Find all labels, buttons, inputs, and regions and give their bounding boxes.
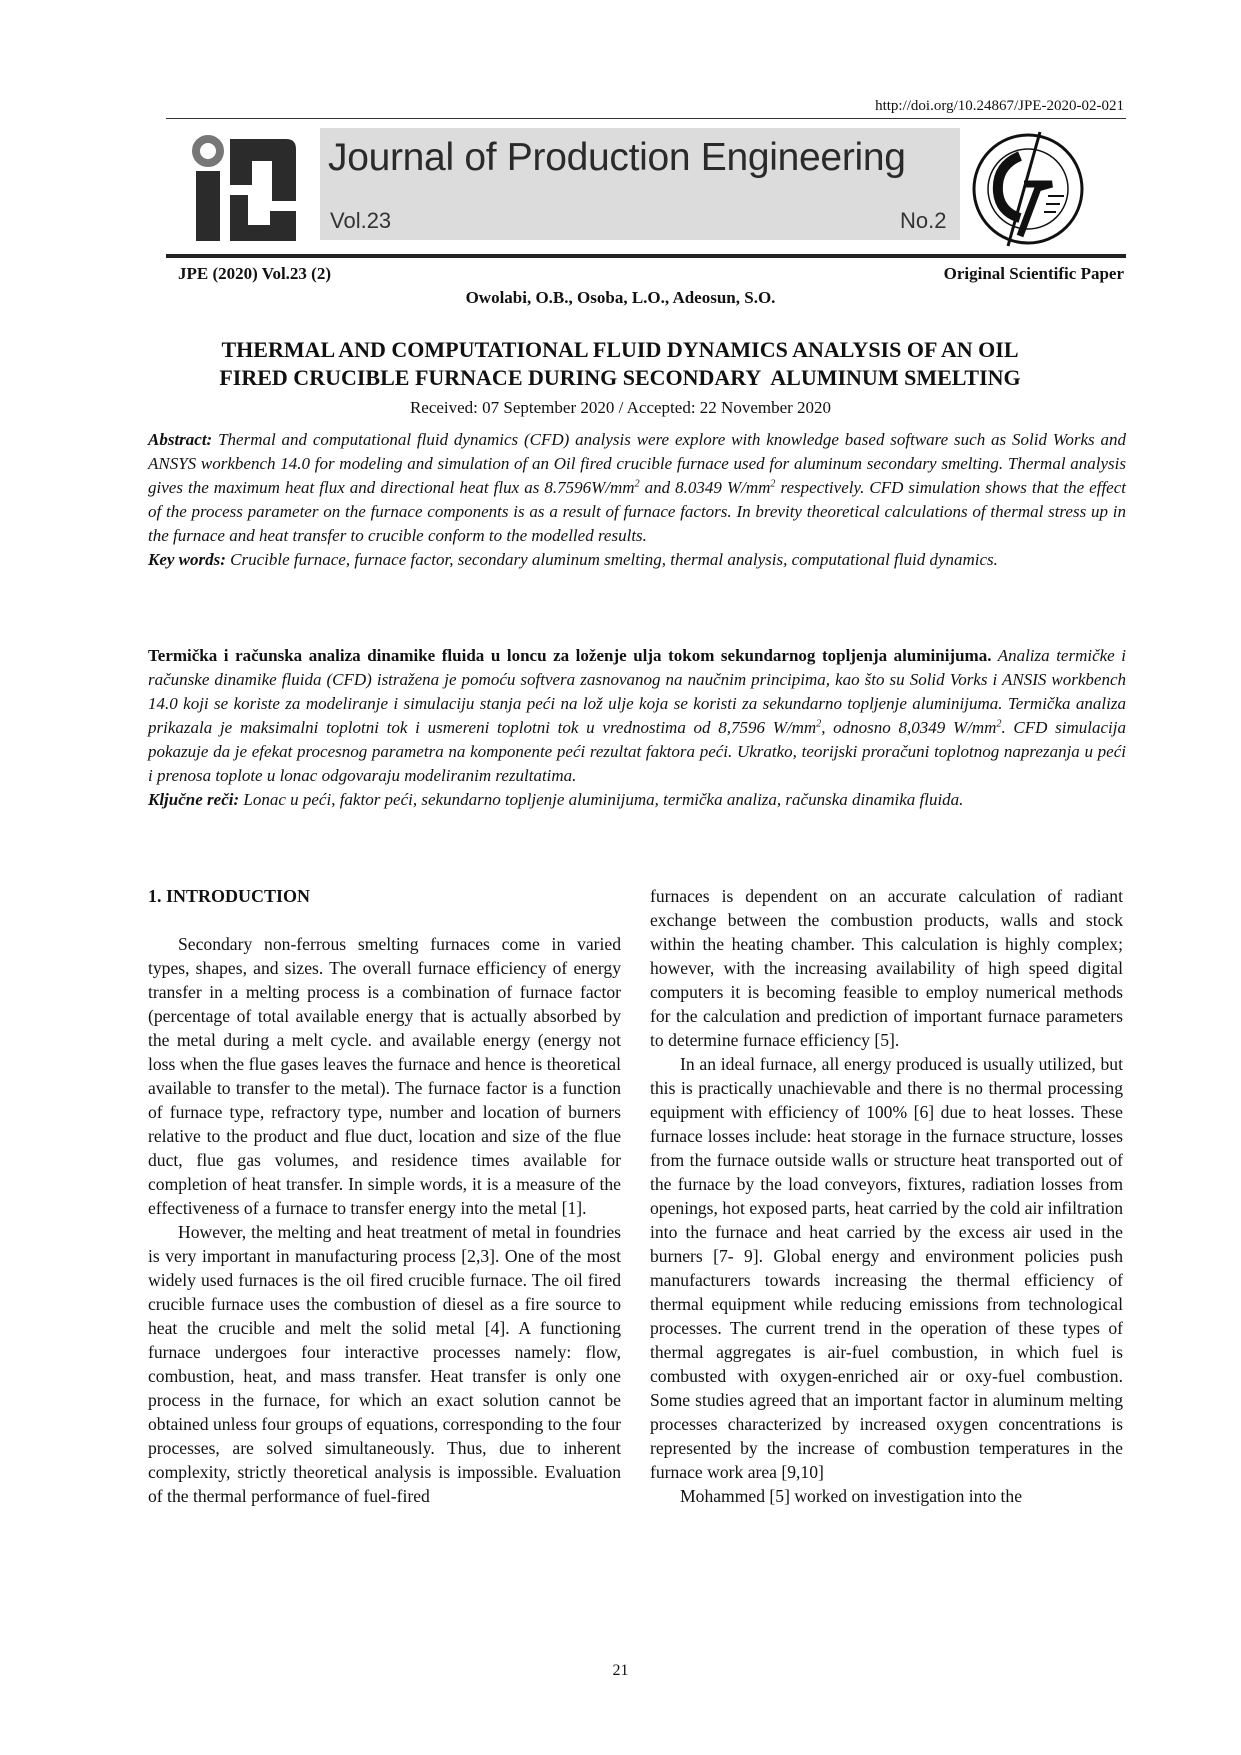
abstract [148, 428, 1126, 572]
jpe-logo-icon [190, 135, 300, 245]
paragraph: Mohammed [5] worked on investigation into the [680, 1486, 1023, 1506]
issue-label: No.2 [900, 208, 947, 233]
abstract-label: Abstract: [148, 430, 213, 449]
page-number: 21 [612, 1662, 629, 1679]
body-column-left [148, 884, 621, 1508]
received-accepted-dates: Received: 07 September 2020 / Accepted: 22 November 2020 [409, 398, 832, 417]
header-rule-top [166, 118, 1126, 119]
body-column-right [650, 884, 1123, 1508]
header-rule-bottom [166, 254, 1126, 258]
paragraph: In an ideal furnace, all energy produced is usually utilized, but this is practically unachievable and there is no thermal processing equipment with efficiency of 100% [6] due to heat losses. These furnace losses include: heat storage in the furnace structure, losses from the furnace outside walls or structure heat transported out of the furnace by the load conveyors, fixtures, radiation losses from openings, hot exposed parts, heat carried by the cold air infiltration into the furnace and heat carried by the excess air used in the burners [7- 9]. Global energy and environment policies push manufacturers towards increasing the thermal efficiency of thermal equipment while reducing emissions from technological processes. The current trend in the operation of these types of thermal aggregates is air-fuel combustion, in which fuel is combusted with oxygen-enriched air or oxy-fuel combustion. Some studies agreed that an important factor in aluminum melting processes characterized by increased oxygen concentrations is represented by the increase of combustion temperatures in the furnace work area [9,10] [650, 1054, 1123, 1482]
section-heading: 1. INTRODUCTION [148, 886, 311, 906]
doi-link[interactable]: http://doi.org/10.24867/JPE-2020-02-021 [875, 98, 1124, 114]
abstract-text: respectively. CFD simulation shows that the effect of the process parameter on the furnace components is as a result of furnace factors. In brevity theoretical calculations of thermal stress up in the furnace and heat transfer to crucible conform to the modelled results. [148, 478, 1126, 545]
paper-type: Original Scientific Paper [943, 264, 1124, 283]
paragraph: However, the melting and heat treatment of metal in foundries is very important in manufacturing process [2,3]. One of the most widely used furnaces is the oil fired crucible furnace. The oil fired crucible furnace uses the combustion of diesel as a fire source to heat the crucible and melt the solid metal [4]. A functioning furnace undergoes four interactive processes namely: flow, combustion, heat, and mass transfer. Heat transfer is only one process in the furnace, for which an exact solution cannot be obtained unless four groups of equations, corresponding to the four processes, are solved simultaneously. Thus, due to inherent complexity, strictly theoretical analysis is impossible. Evaluation of the thermal performance of fuel-fired [148, 1222, 621, 1506]
faculty-seal-icon [968, 126, 1088, 252]
paragraph: furnaces is dependent on an accurate calculation of radiant exchange between the combustion products, walls and stock within the heating chamber. This calculation is highly complex; however, with the increasing availability of high speed digital computers it is becoming feasible to employ numerical methods for the calculation and prediction of important furnace parameters to determine furnace efficiency [5]. [650, 886, 1123, 1050]
abstract-text: Thermal and computational fluid dynamics (CFD) analysis were explore with knowledge based software such as Solid Works and ANSYS workbench 14.0 for modeling and simulation of an Oil fired crucible furnace used for aluminum secondary smelting. Thermal analysis gives the maximum heat flux and directional heat flux as 8.7596W/mm [148, 430, 1126, 497]
keywords: Crucible furnace, furnace factor, secondary aluminum smelting, thermal analysis, computational fluid dynamics. [225, 550, 998, 569]
serbian-keywords-label: Ključne reči: [148, 790, 240, 809]
serbian-abstract-text: , odnosno 8,0349 W/mm [821, 718, 997, 737]
serbian-abstract-text: . CFD simulacija pokazuje da je efekat procesnog parametra na komponente peći rezultat faktora peći. Ukratko, teorijski proračuni toplotnog naprezanja u peći i prenosa toplote u lonac odgovaraju modeliranim rezultatima. [148, 718, 1126, 785]
journal-title: Journal of Production Engineering [328, 136, 906, 179]
paragraph: Secondary non-ferrous smelting furnaces come in varied types, shapes, and sizes. The overall furnace efficiency of energy transfer in a melting process is a combination of furnace factor (percentage of total available energy that is actually absorbed by the metal during a melt cycle. and available energy (energy not loss when the flue gases leaves the furnace and hence is theoretical available to transfer to the metal). The furnace factor is a function of furnace type, refractory type, number and location of burners relative to the product and flue duct, location and size of the flue duct, flue gas volumes, and residence times available for completion of heat transfer. In simple words, it is a measure of the effectiveness of a furnace to transfer energy into the metal [1]. [148, 934, 621, 1218]
superscript: 2 [996, 718, 1002, 730]
superscript: 2 [634, 478, 640, 490]
serbian-abstract-text: Analiza termičke i računske dinamike fluida (CFD) istražena je pomoću softvera zasnovanog na naučnim principima, kao što su Solid Vorks i ANSIS workbench 14.0 koji se koriste za modeliranje i simulaciju stanja peći na lož ulje koja se koristi za sekundarno topljenje aluminijuma. Termička analiza prikazala je maksimalni toplotni tok i usmereni toplotni tok u vrednostima od 8,7596 W/mm [148, 646, 1126, 737]
title-line-2: FIRED CRUCIBLE FURNACE DURING SECONDARY ALUMINUM SMELTING [219, 365, 1021, 390]
serbian-abstract [148, 644, 1126, 812]
volume-label: Vol.23 [330, 208, 392, 233]
title-line-1: THERMAL AND COMPUTATIONAL FLUID DYNAMICS ANALYSIS OF AN OIL [221, 337, 1019, 362]
keywords-label: Key words: [148, 550, 226, 569]
authors: Owolabi, O.B., Osoba, L.O., Adeosun, S.O. [465, 288, 776, 307]
serbian-title: Termička i računska analiza dinamike fluida u loncu za loženje ulja tokom sekundarnog topljenja aluminijuma. [148, 646, 992, 665]
paper-title [150, 336, 1090, 392]
superscript: 2 [770, 478, 776, 490]
superscript: 2 [816, 718, 822, 730]
abstract-text: and 8.0349 W/mm [639, 478, 771, 497]
citation-line: JPE (2020) Vol.23 (2) [178, 264, 331, 283]
serbian-keywords: Lonac u peći, faktor peći, sekundarno topljenje aluminijuma, termička analiza, računska dinamika fluida. [239, 790, 964, 809]
